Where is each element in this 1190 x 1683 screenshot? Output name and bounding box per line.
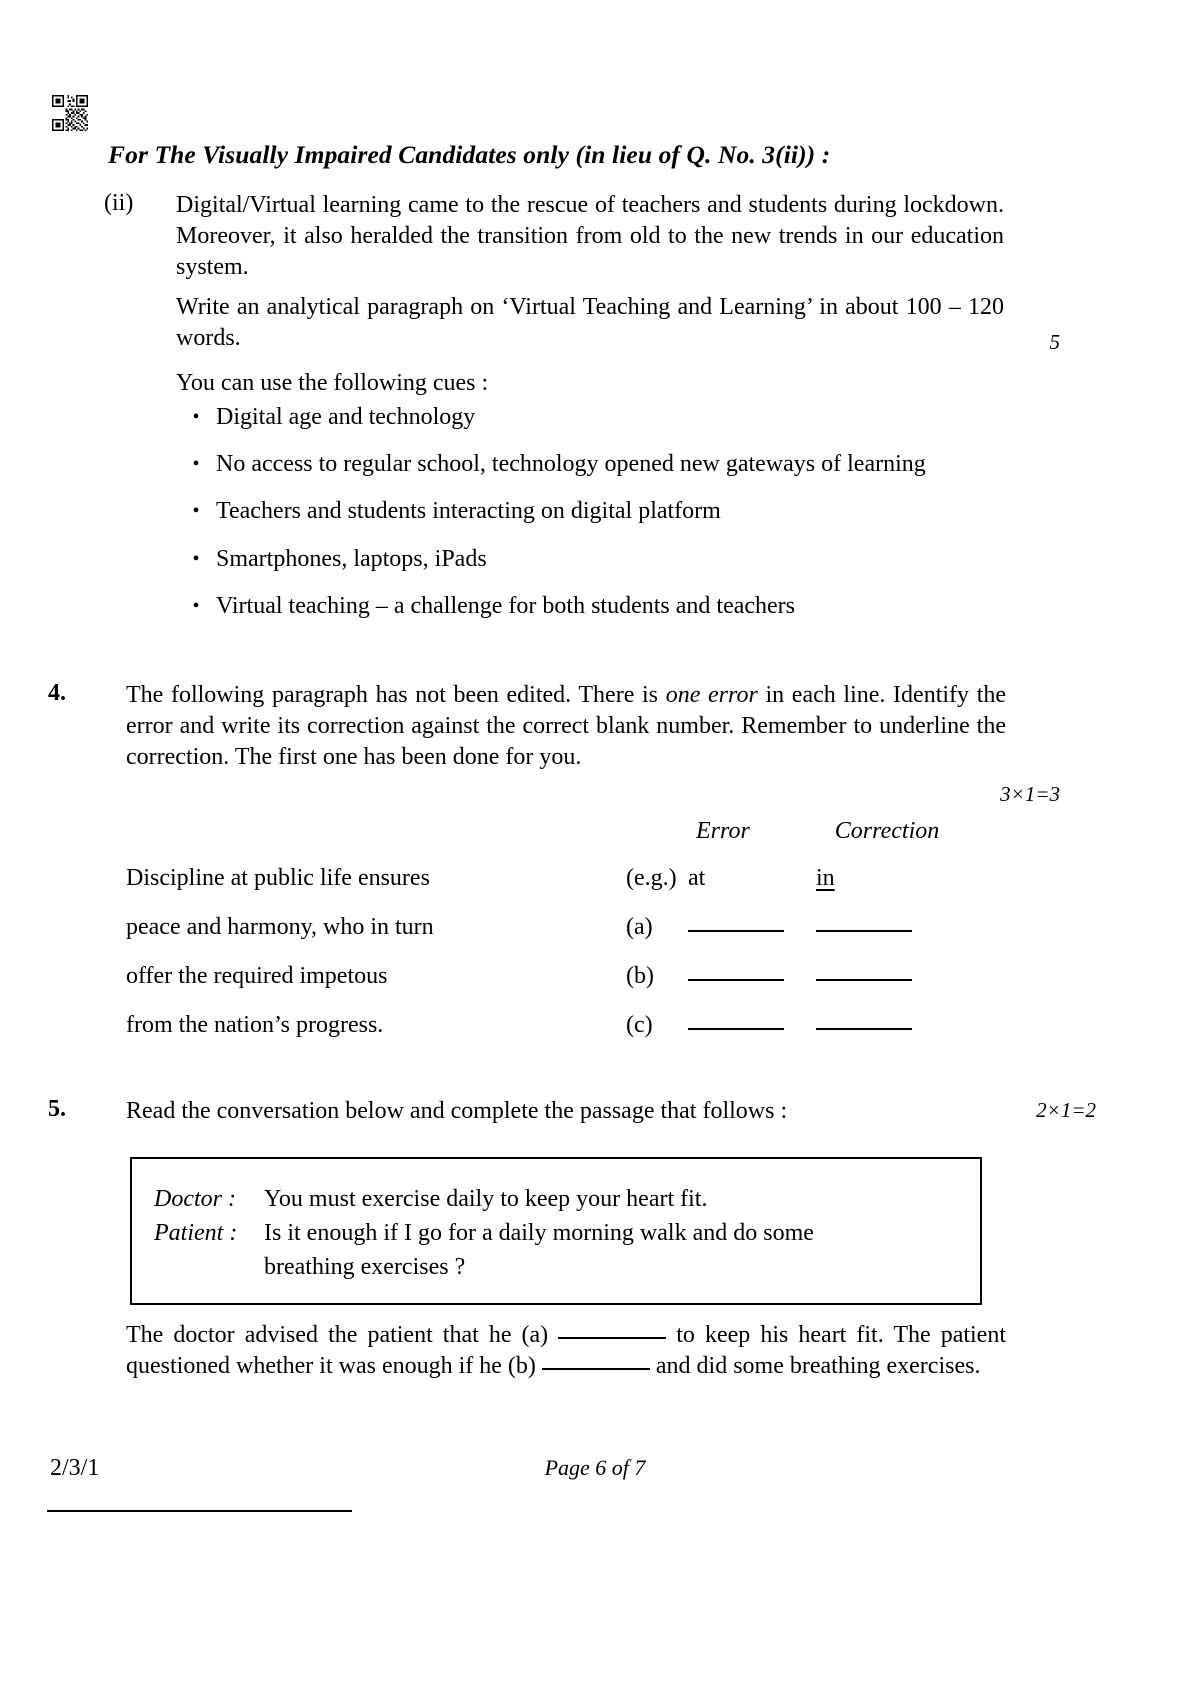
row-error-blank[interactable] [688, 929, 784, 932]
visually-impaired-heading: For The Visually Impaired Candidates only (in lieu of Q. No. 3(ii)) : [108, 140, 831, 169]
cues-list [176, 402, 1004, 638]
row-sentence: offer the required impetous [126, 963, 388, 989]
footer-paper-code: 2/3/1 [50, 1455, 100, 1481]
column-header-error: Error [696, 818, 750, 844]
cue-text: Teachers and students interacting on digital platform [216, 498, 721, 525]
row-sentence: peace and harmony, who in turn [126, 914, 434, 940]
row-label: (e.g.) [626, 865, 677, 891]
bullet-icon: • [192, 453, 200, 476]
row-correction-blank[interactable] [816, 978, 912, 981]
row-error-value: at [688, 865, 706, 891]
question-4-prompt-part1: The following paragraph has not been edited. There is [126, 682, 666, 708]
question-4-prompt-part2: in each line. Identify the error and write its correction against the correct blank number. Remember to underline the correction. The first one has been done for you. [126, 682, 1007, 771]
table-header-row [126, 818, 1006, 845]
row-error-blank[interactable] [688, 1027, 784, 1030]
bullet-icon: • [192, 547, 200, 570]
cue-text: No access to regular school, technology opened new gateways of learning [216, 451, 926, 478]
row-correction-blank[interactable] [816, 1027, 912, 1030]
qr-code-icon [52, 95, 88, 131]
list-item [176, 449, 1004, 480]
passage-segment-1: The doctor advised the patient that he (a) [126, 1322, 549, 1348]
row-sentence: Discipline at public life ensures [126, 865, 430, 891]
list-item [176, 496, 1004, 527]
cue-text: Virtual teaching – a challenge for both students and teachers [216, 592, 796, 619]
table-row [126, 963, 1006, 990]
error-correction-table [126, 818, 1006, 1061]
list-item [176, 402, 1004, 433]
table-row [126, 865, 1006, 892]
row-sentence: from the nation’s progress. [126, 1012, 384, 1038]
bullet-icon: • [192, 500, 200, 523]
table-row [126, 914, 1006, 941]
question-5-prompt: Read the conversation below and complete the passage that follows : [126, 1098, 788, 1124]
cues-intro: You can use the following cues : [176, 370, 489, 396]
speaker-label-patient: Patient : [154, 1220, 238, 1247]
passage-blank-b[interactable] [542, 1367, 650, 1370]
question-5-marks: 2×1=2 [1036, 1098, 1096, 1122]
question-5-number: 5. [48, 1096, 66, 1122]
row-error-blank[interactable] [688, 978, 784, 981]
row-label: (c) [626, 1012, 653, 1038]
table-row [126, 1012, 1006, 1039]
list-item [176, 544, 1004, 575]
bullet-icon: • [192, 594, 200, 617]
row-label: (b) [626, 963, 654, 989]
passage-blank-a[interactable] [558, 1336, 666, 1339]
speaker-dialogue-patient: Is it enough if I go for a daily morning walk and do some [264, 1220, 814, 1247]
passage-segment-3: and did some breathing exercises. [655, 1353, 981, 1380]
question-3ii-number: (ii) [104, 190, 134, 216]
row-label: (a) [626, 914, 653, 940]
passage-segment-2: to keep his heart fit. The patient questioned whether it was enough if he (b) [126, 1322, 1007, 1380]
cue-text: Smartphones, laptops, iPads [216, 545, 487, 572]
list-item [176, 591, 1004, 622]
footer-divider [47, 1510, 352, 1512]
bullet-icon: • [192, 406, 200, 428]
question-4-marks: 3×1=3 [1000, 782, 1060, 806]
conversation-box [130, 1157, 982, 1305]
speaker-dialogue-doctor: You must exercise daily to keep your heart fit. [264, 1186, 708, 1212]
question-4-number: 4. [48, 680, 66, 706]
row-correction-value: in [816, 865, 835, 891]
row-correction-blank[interactable] [816, 929, 912, 932]
question-3ii-paragraph-2: Write an analytical paragraph on ‘Virtual Teaching and Learning’ in about 100 – 120 words. [176, 294, 1004, 352]
column-header-correction: Correction [834, 818, 940, 844]
conversation-line [154, 1183, 954, 1215]
question-4-prompt [126, 680, 1006, 774]
speaker-label-doctor: Doctor : [154, 1186, 236, 1212]
conversation-line [154, 1217, 954, 1249]
footer-page-number: Page 6 of 7 [544, 1455, 646, 1480]
cue-text: Digital age and technology [216, 404, 476, 430]
question-4-prompt-emphasis: one error [665, 682, 758, 708]
speaker-dialogue-patient-continued: breathing exercises ? [264, 1254, 466, 1281]
question-3ii-paragraph-1: Digital/Virtual learning came to the rescue of teachers and students during lockdown. Moreover, it also heralded the transition from old to the new trends in our education system. [176, 192, 1004, 281]
question-5-passage [126, 1320, 1006, 1382]
question-3ii-marks: 5 [1049, 330, 1060, 354]
